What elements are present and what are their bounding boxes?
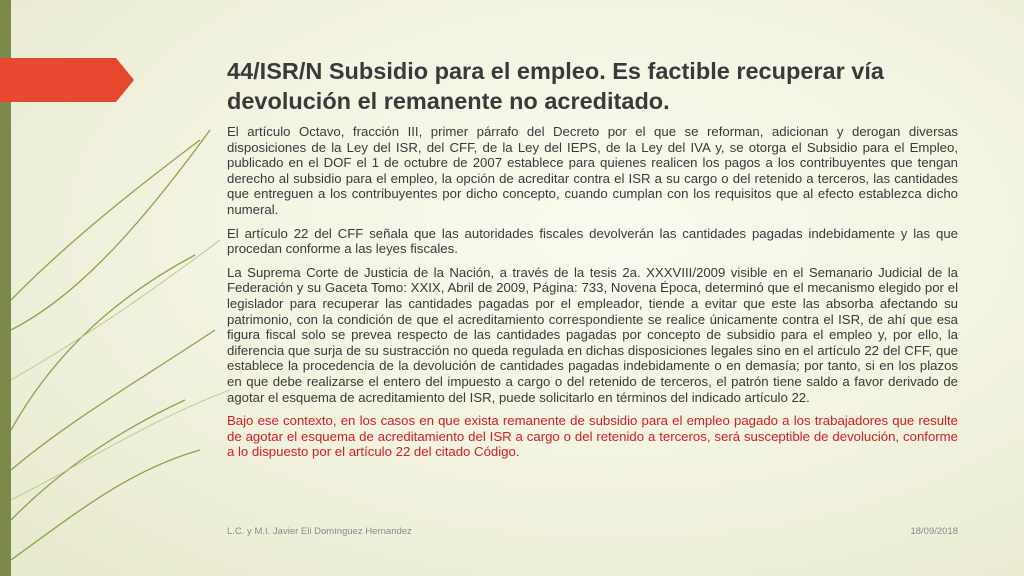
footer-author: L.C. y M.I. Javier Eli Domínguez Hernandez [227, 526, 412, 537]
paragraph-conclusion: Bajo ese contexto, en los casos en que exista remanente de subsidio para el empleo pagado a los trabajadores que resulte de agotar el esquema de acreditamiento del ISR a cargo o del retenido a terceros, será susceptible de devolución, conforme a lo dispuesto por el artículo 22 del citado Código. [227, 413, 958, 460]
footer-date: 18/09/2018 [910, 526, 958, 537]
slide-title: 44/ISR/N Subsidio para el empleo. Es factible recuperar vía devolución el remanente no acreditado. [227, 58, 884, 114]
slide-body [227, 124, 958, 468]
paragraph-cff: El artículo 22 del CFF señala que las autoridades fiscales devolverán las cantidades pagadas indebidamente y las que procedan conforme a las leyes fiscales. [227, 225, 958, 257]
paragraph-decreto: El artículo Octavo, fracción III, primer párrafo del Decreto por el que se reforman, adicionan y derogan diversas disposiciones de la Ley del ISR, del CFF, de la Ley del IEPS, de la Ley del IVA y, se otorga el Subsidio para el Empleo, publicado en el DOF el 1 de octubre de 2007 establece para quienes realicen los pagos a los contribuyentes que tengan derecho al subsidio para el empleo, la opción de acreditar contra el ISR a su cargo o del retenido a terceros, las cantidades que entreguen a los contribuyentes por dicho concepto, cuando cumplan con los requisitos que al efecto establezca dicho numeral. [227, 124, 958, 217]
title-accent-arrow [0, 58, 140, 108]
paragraph-scjn: La Suprema Corte de Justicia de la Nación, a través de la tesis 2a. XXXVIII/2009 visible en el Semanario Judicial de la Federación y su Gaceta Tomo: XXIX, Abril de 2009, Página: 733, Novena Época, determinó que el mecanismo elegido por el legislador para recuperar las cantidades pagadas por el empleador, tiende a evitar que este las absorba afectando su patrimonio, con la condición de que el acreditamiento correspondiente se realice únicamente contra el ISR, de ahí que esa figura fiscal solo se prevea respecto de las cantidades pagadas por concepto de subsidio para el empleo y, por ello, la diferencia que surja de su sustracción no queda regulada en dichas disposiciones legales sino en el artículo 22 del CFF, que establece la procedencia de la devolución de cantidades pagadas indebidamente o en demasía; por tanto, si en los plazos en que debe realizarse el entero del impuesto a cargo o del retenido de terceros, el patrón tiene saldo a favor derivado de agotar el esquema de acreditamiento del ISR, puede solicitarlo en términos del indicado artículo 22. [227, 264, 958, 405]
